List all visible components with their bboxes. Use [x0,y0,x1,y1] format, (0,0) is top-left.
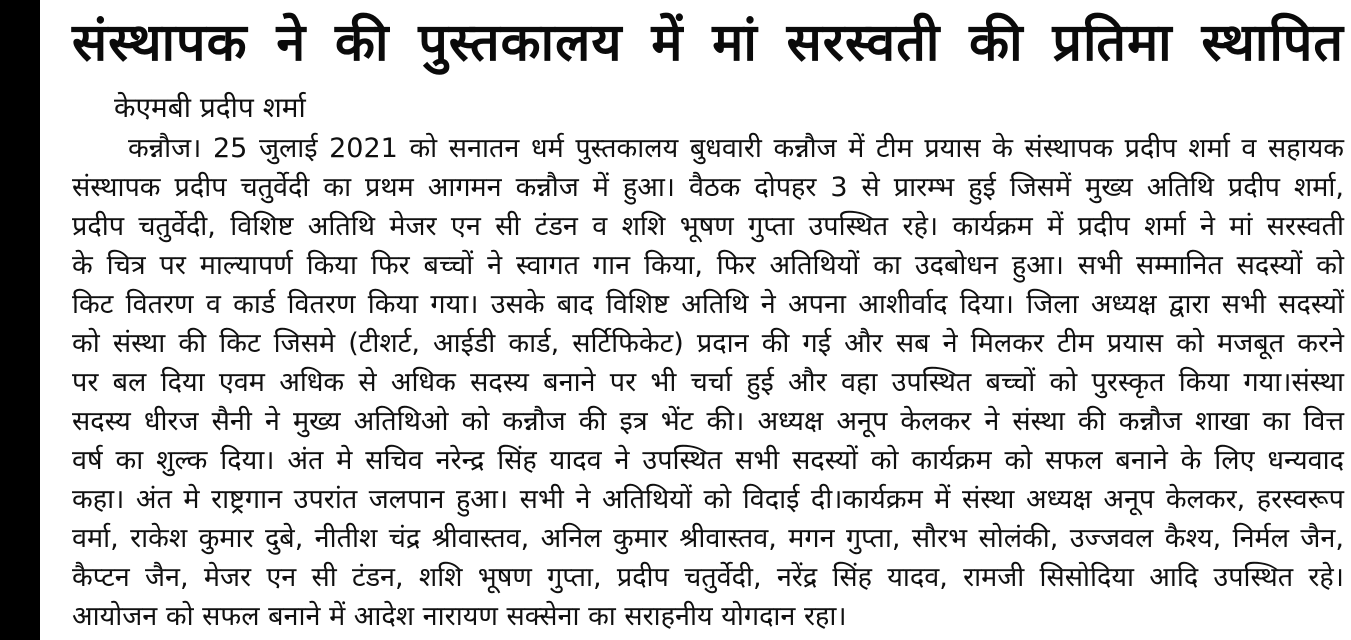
body-line: कन्नौज। 25 जुलाई 2021 को सनातन धर्म पुस्तकालय बुधवारी कन्नौज में टीम प्रयास के संस्थापक प्रदीप शर्मा व सहायक [128,133,1344,165]
body-line: कहा। अंत मे राष्ट्रगान उपरांत जलपान हुआ। सभी ने अतिथियों को विदाई दी।कार्यक्रम में संस्था अध्यक्ष अनूप केलकर, हरस्वरूप [72,484,1344,516]
body-line: वर्ष का शुल्क दिया। अंत मे सचिव नरेन्द्र सिंह यादव ने उपस्थित सभी सदस्यों को कार्यक्रम को सफल बनाने के लिए धन्यवाद [72,445,1344,477]
article-headline: संस्थापक ने की पुस्तकालय में मां सरस्वती की प्रतिमा स्थापित [72,13,1344,73]
body-line: आयोजन को सफल बनाने में आदेश नारायण सक्सेना का सराहनीय योगदान रहा। [72,601,847,633]
scan-margin-bar [0,0,40,640]
body-line: को संस्था की किट जिसमे (टीशर्ट, आईडी कार्ड, सर्टिफिकेट) प्रदान की गई और सब ने मिलकर टीम प्रयास को मजबूत करने [72,328,1344,360]
body-line: किट वितरण व कार्ड वितरण किया गया। उसके बाद विशिष्ट अतिथि ने अपना आशीर्वाद दिया। जिला अध्यक्ष द्वारा सभी सदस्यों [72,289,1344,321]
body-line: सदस्य धीरज सैनी ने मुख्य अतिथिओ को कन्नौज की इत्र भेंट की। अध्यक्ष अनूप केलकर ने संस्था की कन्नौज शाखा का वित्त [72,406,1344,438]
body-line: कैप्टन जैन, मेजर एन सी टंडन, शशि भूषण गुप्ता, प्रदीप चतुर्वेदी, नरेंद्र सिंह यादव, रामजी सिसोदिया आदि उपस्थित रहे। [72,562,1344,594]
body-line: के चित्र पर माल्यापर्ण किया फिर बच्चों ने स्वागत गान किया, फिर अतिथियों का उदबोधन हुआ। सभी सम्मानित सदस्यों को [72,250,1344,282]
article [72,6,1344,636]
body-line: संस्थापक प्रदीप चतुर्वेदी का प्रथम आगमन कन्नौज में हुआ। वैठक दोपहर 3 से प्रारम्भ हुई जिसमें मुख्य अतिथि प्रदीप शर्मा, [72,172,1344,204]
body-line: प्रदीप चतुर्वेदी, विशिष्ट अतिथि मेजर एन सी टंडन व शशि भूषण गुप्ता उपस्थित रहे। कार्यक्रम में प्रदीप शर्मा ने मां सरस्वती [72,211,1344,243]
article-body [72,129,1344,636]
body-line: वर्मा, राकेश कुमार दुबे, नीतीश चंद्र श्रीवास्तव, अनिल कुमार श्रीवास्तव, मगन गुप्ता, सौरभ सोलंकी, उज्जवल कैश्य, निर्मल जैन, [72,523,1344,555]
body-line: पर बल दिया एवम अधिक से अधिक सदस्य बनाने पर भी चर्चा हुई और वहा उपस्थित बच्चों को पुरस्कृत किया गया।संस्था [72,367,1344,399]
article-byline: केएमबी प्रदीप शर्मा [114,91,306,125]
